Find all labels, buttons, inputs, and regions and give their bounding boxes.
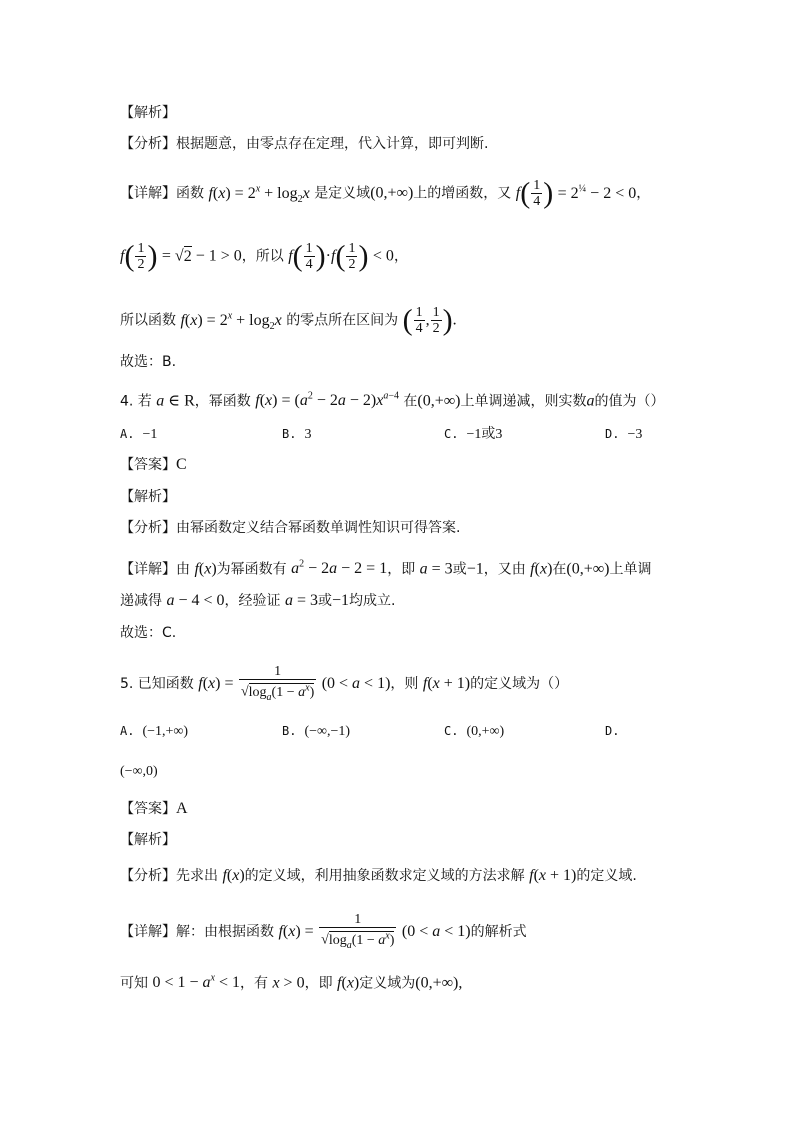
q5-option-d-text[interactable]: (−∞,0) [120, 764, 158, 779]
detail-line-5a: 【详解】解：由根据函数 f(x) = $\frac{1}{√\log_a(1 - a^x)}$ (0 < a < 1)的解析式 [120, 912, 527, 951]
q5-option-b[interactable]: B. (−∞,−1) [282, 724, 351, 739]
q5-option-d-key[interactable]: D. [605, 724, 620, 738]
choice-3: 故选：B. [120, 354, 177, 370]
tag-jiexi-1: 【解析】 [120, 105, 176, 121]
q4-option-d[interactable]: D. −3 [605, 427, 643, 442]
detail-line-4b: 递减得 a − 4 < 0，经验证 a = 3或−1均成立. [120, 592, 396, 609]
q5-option-c[interactable]: C. (0,+∞) [444, 724, 505, 739]
analysis-line-4: 【分析】由幂函数定义结合幂函数单调性知识可得答案. [120, 520, 461, 536]
detail-line-3b: f( $\frac{1}{2}$ ) = √2 − 1 > 0，所以 f( $\frac{1}{4}$ )·f( $\frac{1}{2}$ ) < 0， [120, 239, 408, 273]
analysis-line-5: 【分析】先求出 f(x)的定义域，利用抽象函数求定义域的方法求解 f(x + 1)的定义域. [120, 867, 637, 884]
choice-4: 故选：C. [120, 625, 177, 641]
q4-option-c[interactable]: C. −1或3 [444, 427, 503, 442]
question-5-stem: 5. 已知函数 f(x) = $\frac{1}{√\log_a(1 - a^x)}$ (0 < a < 1)，则 f(x + 1)的定义域为（） [120, 664, 569, 703]
answer-5: 【答案】A [120, 800, 188, 817]
q5-option-a[interactable]: A. (−1,+∞) [120, 724, 189, 739]
tag-jiexi-4: 【解析】 [120, 489, 176, 505]
question-4-stem: 4. 若 a ∈ R，幂函数 $f(x) = (a^2 - 2a - 2)x^{a-4}$ 在(0,+∞)上单调递减，则实数a的值为（） [120, 391, 665, 410]
q4-option-a[interactable]: A. −1 [120, 427, 158, 442]
analysis-line-3: 【分析】根据题意，由零点存在定理，代入计算，即可判断. [120, 136, 489, 152]
q4-option-b[interactable]: B. 3 [282, 427, 312, 442]
detail-line-4a: 【详解】由 f(x)为幂函数有 $a^2 - 2a - 2 = 1$，即 a = 3或−1，又由 f(x)在(0,+∞)上单调 [120, 559, 652, 578]
detail-line-3a: 【详解】函数 $f(x) = 2^x + \log_2x$ 是定义域(0,+∞)上的增函数，又 f( $\frac{1}{4}$ ) = $2^{\frac{1}{4}} - 2 < 0$， [120, 176, 651, 210]
detail-line-3c: 所以函数 $f(x) = 2^x + \log_2x$ 的零点所在区间为 ( $\frac{1}{4}$ , $\frac{1}{2}$ ). [120, 303, 457, 337]
detail-line-5b: 可知 $0 < 1 - a^x < 1$，有 x > 0，即 f(x)定义域为(0,+∞), [120, 973, 463, 992]
answer-4: 【答案】C [120, 456, 187, 473]
tag-jiexi-5: 【解析】 [120, 832, 176, 848]
